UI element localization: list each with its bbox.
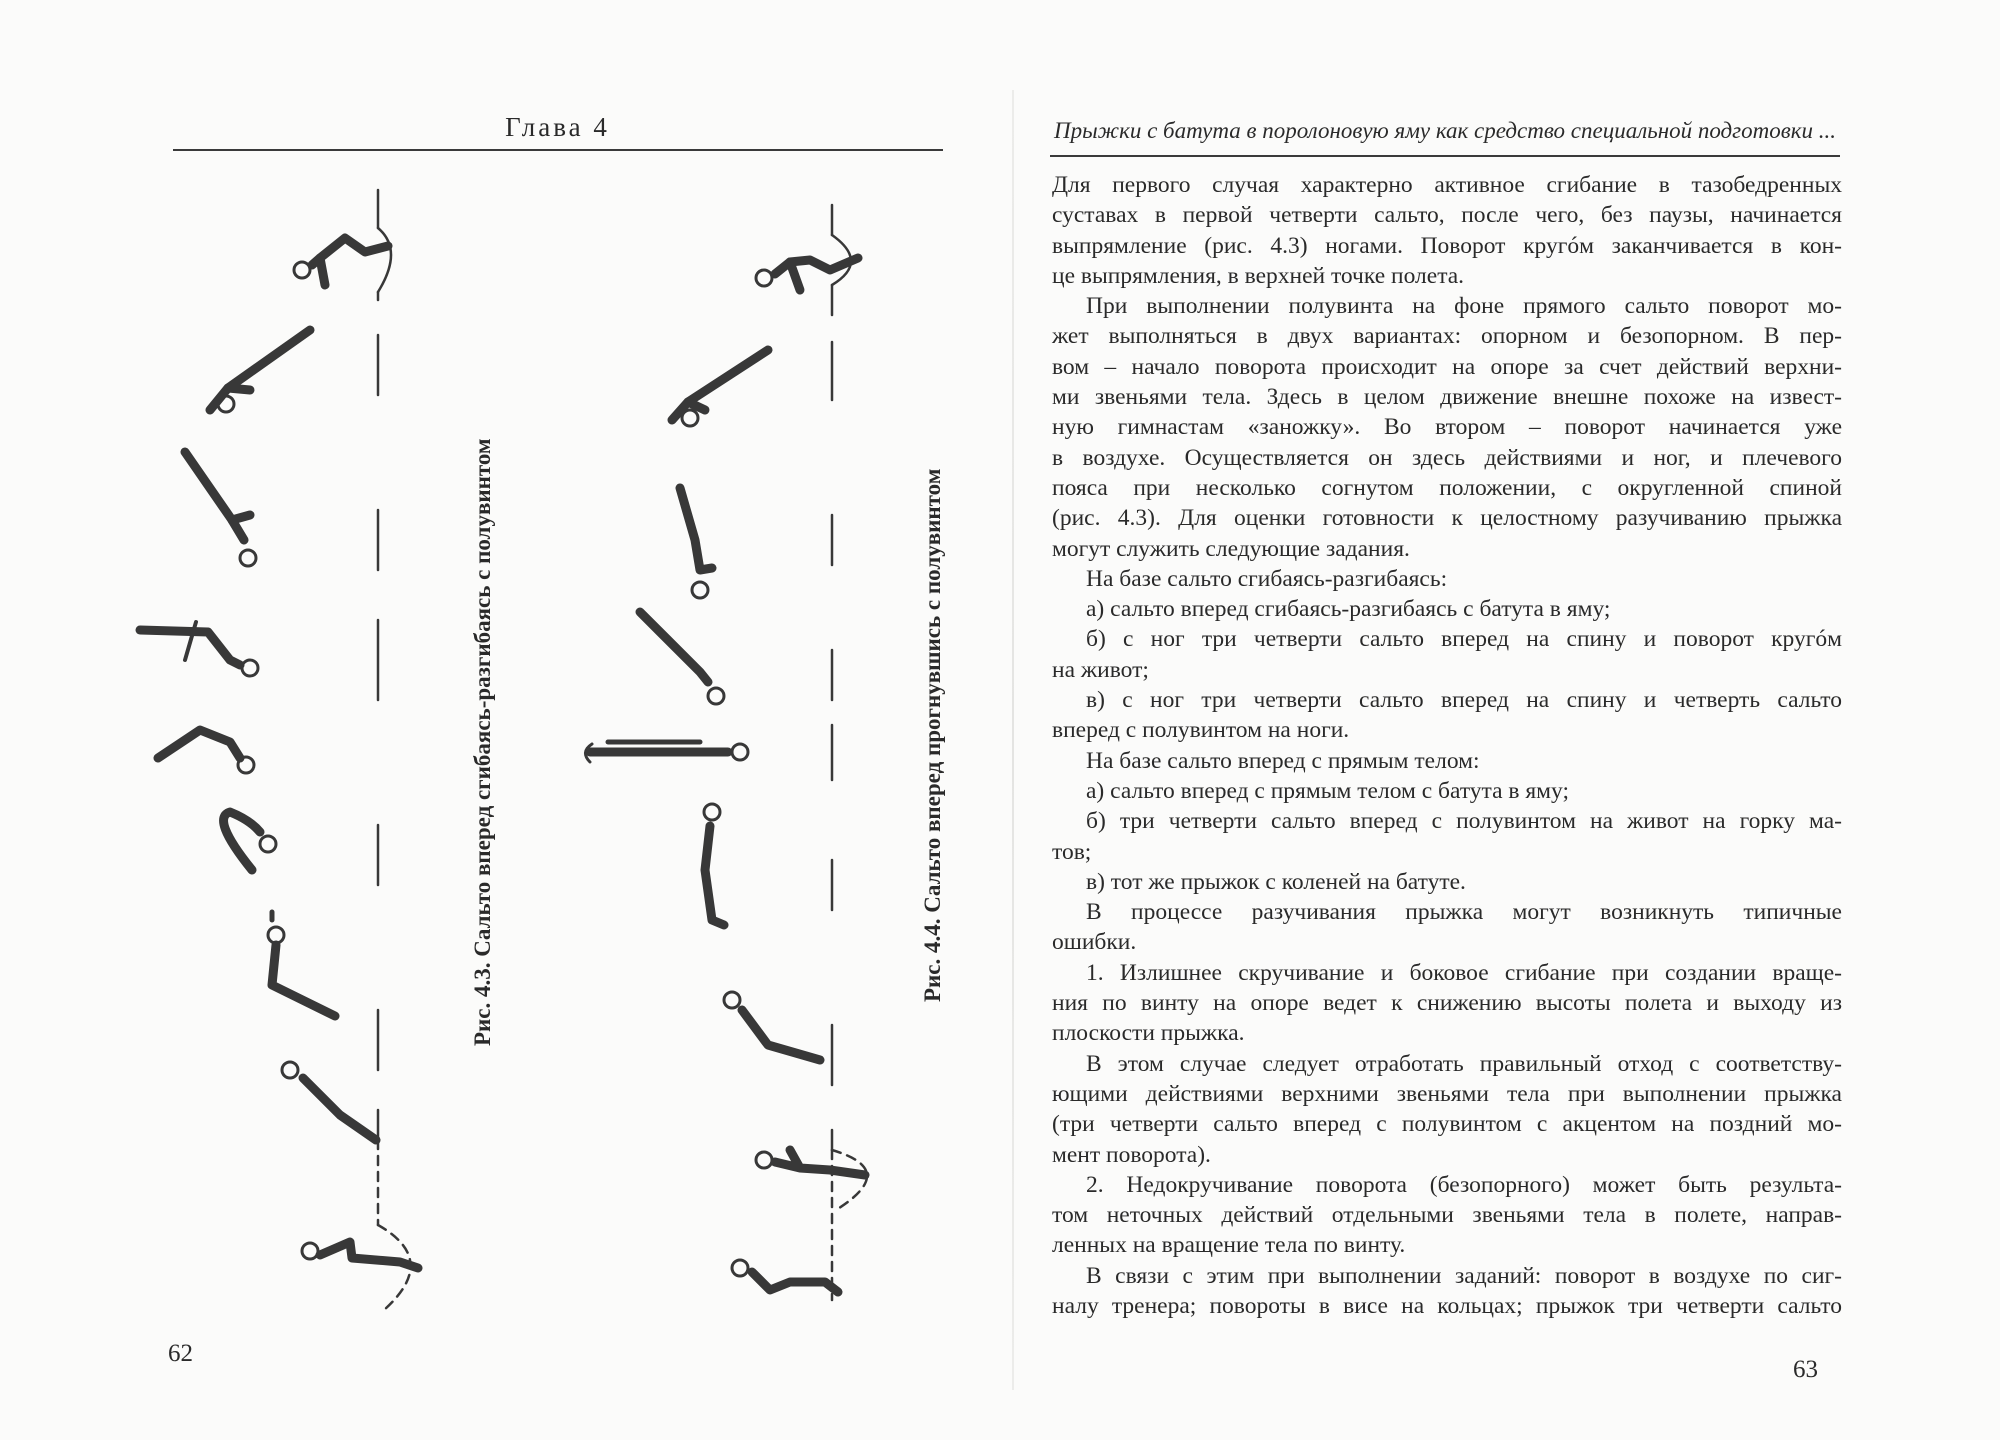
fig-4-4-silhouettes (585, 258, 865, 1292)
text-line: В этом случае следует отработать правильный отход с соответству- (1086, 1050, 1842, 1077)
text-line: а) сальто вперед с прямым телом с батута в яму; (1086, 777, 1570, 804)
text-line: ленных на вращение тела по винту. (1052, 1232, 1406, 1259)
text-line: б) три четверти сальто вперед с полувинтом на живот на горку ма- (1086, 808, 1842, 835)
text-line: це выпрямления, в верхней точке полета. (1052, 262, 1465, 289)
text-line: в) с ног три четверти сальто вперед на спину и четверть сальто (1086, 687, 1842, 714)
fig-4-3-silhouettes (140, 238, 418, 1268)
text-line: В связи с этим при выполнении заданий: поворот в воздухе по сиг- (1086, 1262, 1842, 1289)
text-line: На базе сальто вперед с прямым телом: (1086, 747, 1480, 774)
text-line: а) сальто вперед сгибаясь-разгибаясь с батута в яму; (1086, 596, 1611, 623)
text-line: выпрямление (рис. 4.3) ногами. Поворот кругóм заканчивается в кон- (1052, 232, 1842, 259)
text-line: ми звеньями тела. Здесь в целом движение внешне похоже на извест- (1052, 384, 1842, 411)
text-line: (три четверти сальто вперед с полувинтом с акцентом на поздний мо- (1052, 1111, 1842, 1138)
text-line: 2. Недокручивание поворота (безопорного) может быть результа- (1086, 1171, 1842, 1198)
text-line: ошибки. (1052, 929, 1137, 956)
text-line: суставах в первой четверти сальто, после чего, без паузы, начинается (1052, 202, 1842, 229)
text-line: На базе сальто сгибаясь-разгибаясь: (1086, 565, 1448, 592)
fig-4-4-trampoline-line (832, 205, 867, 1300)
text-line: ную гимнастам «заножку». Во втором – поворот начинается уже (1052, 414, 1842, 441)
text-line: вом – начало поворота происходит на опоре за счет действий верхни- (1052, 353, 1842, 380)
body-text (1052, 170, 1842, 1321)
figure-4-4-caption: Рис. 4.4. Сальто вперед прогнувшись с полувинтом (920, 468, 945, 1002)
text-line: В процессе разучивания прыжка могут возникнуть типичные (1086, 899, 1842, 926)
text-line: на живот; (1052, 656, 1149, 683)
text-line: том неточных действий отдельными звеньями тела в полете, направ- (1052, 1202, 1842, 1229)
running-head-right: Прыжки с батута в поролоновую яму как средство специальной подготовки ... (1053, 118, 1837, 143)
text-line: (рис. 4.3). Для оценки готовности к целостному разучиванию прыжка (1052, 505, 1842, 532)
fig-4-3-trampoline-line (378, 190, 411, 1310)
text-line: тов; (1052, 838, 1092, 865)
text-line: налу тренера; повороты в висе на кольцах; прыжок три четверти сальто (1052, 1292, 1842, 1319)
text-line: Для первого случая характерно активное сгибание в тазобедренных (1052, 172, 1842, 198)
text-line: в) тот же прыжок с коленей на батуте. (1086, 868, 1466, 895)
text-line: в воздухе. Осуществляется он здесь действиями и ног, и плечевого (1052, 444, 1842, 471)
figure-4-3-caption: Рис. 4.3. Сальто вперед сгибаясь-разгибаясь с полувинтом (470, 438, 495, 1046)
header-rule-right (1050, 155, 1840, 157)
text-line: 1. Излишнее скручивание и боковое сгибание при создании враще- (1086, 959, 1842, 986)
text-line: мент поворота). (1052, 1141, 1211, 1168)
text-line: жет выполняться в двух вариантах: опорном и безопорном. В пер- (1052, 323, 1842, 350)
text-line: могут служить следующие задания. (1052, 535, 1410, 562)
page-number-left: 62 (168, 1340, 193, 1367)
text-line: ния по винту на опоре ведет к снижению высоты полета и выходу из (1052, 990, 1842, 1017)
text-line: При выполнении полувинта на фоне прямого сальто поворот мо- (1086, 293, 1842, 320)
page-number-right: 63 (1793, 1356, 1818, 1383)
text-line: б) с ног три четверти сальто вперед на спину и поворот кругóм (1086, 626, 1842, 653)
text-line: ющими действиями верхними звеньями тела при выполнении прыжка (1052, 1080, 1842, 1107)
text-line: вперед с полувинтом на ноги. (1052, 717, 1350, 744)
running-head-left: Глава 4 (505, 112, 610, 142)
text-line: плоскости прыжка. (1052, 1020, 1245, 1047)
text-line: пояса при несколько согнутом положении, с округленной спиной (1052, 474, 1842, 501)
